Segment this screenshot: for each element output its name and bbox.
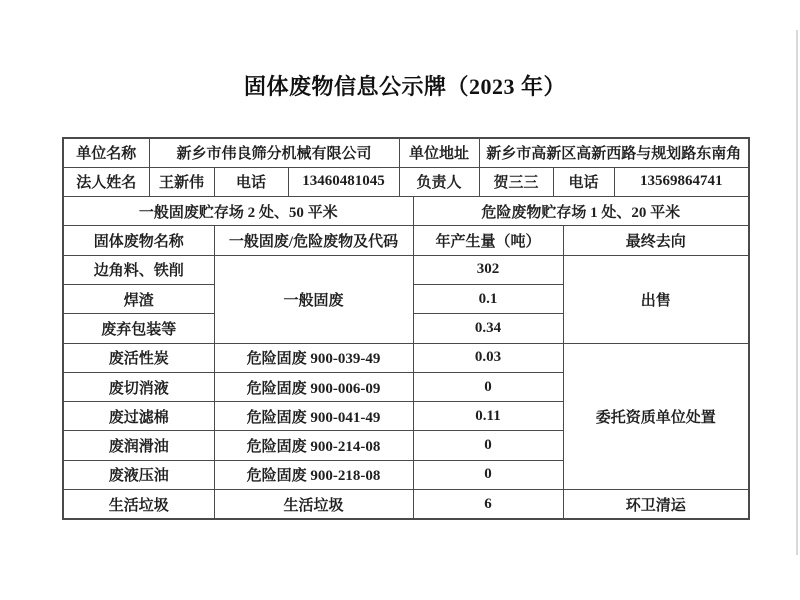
header-annual-amount: 年产生量（吨）	[413, 226, 563, 255]
legal-phone-value: 13460481045	[288, 167, 399, 196]
row-storage	[63, 197, 749, 226]
waste-code: 生活垃圾	[214, 490, 413, 519]
manager-value: 贺三三	[479, 167, 553, 196]
hazardous-storage-cell: 危险废物贮存场 1 处、20 平米	[413, 197, 749, 226]
waste-name: 废过滤棉	[63, 402, 214, 431]
header-destination: 最终去向	[563, 226, 749, 255]
table-row	[63, 255, 749, 284]
waste-name: 废液压油	[63, 460, 214, 489]
waste-code: 危险固废 900-214-08	[214, 431, 413, 460]
unit-name-label: 单位名称	[63, 138, 149, 167]
waste-name: 边角料、铁削	[63, 255, 214, 284]
waste-destination: 出售	[563, 255, 749, 343]
unit-address-label: 单位地址	[399, 138, 479, 167]
waste-name: 废润滑油	[63, 431, 214, 460]
row-unit-info	[63, 138, 749, 167]
waste-destination: 委托资质单位处置	[563, 343, 749, 489]
waste-name: 生活垃圾	[63, 490, 214, 519]
header-waste-name: 固体废物名称	[63, 226, 214, 255]
waste-code: 危险固废 900-041-49	[214, 402, 413, 431]
legal-name-value: 王新伟	[149, 167, 214, 196]
waste-amount: 302	[413, 255, 563, 284]
waste-amount: 6	[413, 490, 563, 519]
page-title: 固体废物信息公示牌（2023 年）	[243, 74, 566, 99]
legal-phone-label: 电话	[214, 167, 288, 196]
general-storage-cell: 一般固废贮存场 2 处、50 平米	[63, 197, 413, 226]
manager-phone-label: 电话	[553, 167, 614, 196]
waste-amount: 0	[413, 431, 563, 460]
table-row	[63, 343, 749, 372]
waste-amount: 0	[413, 372, 563, 401]
manager-label: 负责人	[399, 167, 479, 196]
waste-amount: 0.34	[413, 314, 563, 343]
waste-destination: 环卫清运	[563, 490, 749, 519]
waste-code: 危险固废 900-218-08	[214, 460, 413, 489]
manager-phone-value: 13569864741	[614, 167, 749, 196]
unit-name-value: 新乡市伟良筛分机械有限公司	[149, 138, 399, 167]
legal-name-label: 法人姓名	[63, 167, 149, 196]
header-waste-code: 一般固废/危险废物及代码	[214, 226, 413, 255]
waste-amount: 0	[413, 460, 563, 489]
waste-amount: 0.03	[413, 343, 563, 372]
table-row	[63, 490, 749, 519]
waste-amount: 0.11	[413, 402, 563, 431]
waste-name: 焊渣	[63, 284, 214, 313]
row-contacts	[63, 167, 749, 196]
row-headers	[63, 226, 749, 255]
page-edge-line	[796, 30, 798, 555]
waste-name: 废活性炭	[63, 343, 214, 372]
unit-address-value: 新乡市高新区高新西路与规划路东南角	[479, 138, 749, 167]
waste-name: 废切消液	[63, 372, 214, 401]
waste-code: 危险固废 900-006-09	[214, 372, 413, 401]
waste-name: 废弃包装等	[63, 314, 214, 343]
waste-code: 一般固废	[214, 255, 413, 343]
waste-amount: 0.1	[413, 284, 563, 313]
waste-code: 危险固废 900-039-49	[214, 343, 413, 372]
waste-info-table	[62, 137, 750, 520]
